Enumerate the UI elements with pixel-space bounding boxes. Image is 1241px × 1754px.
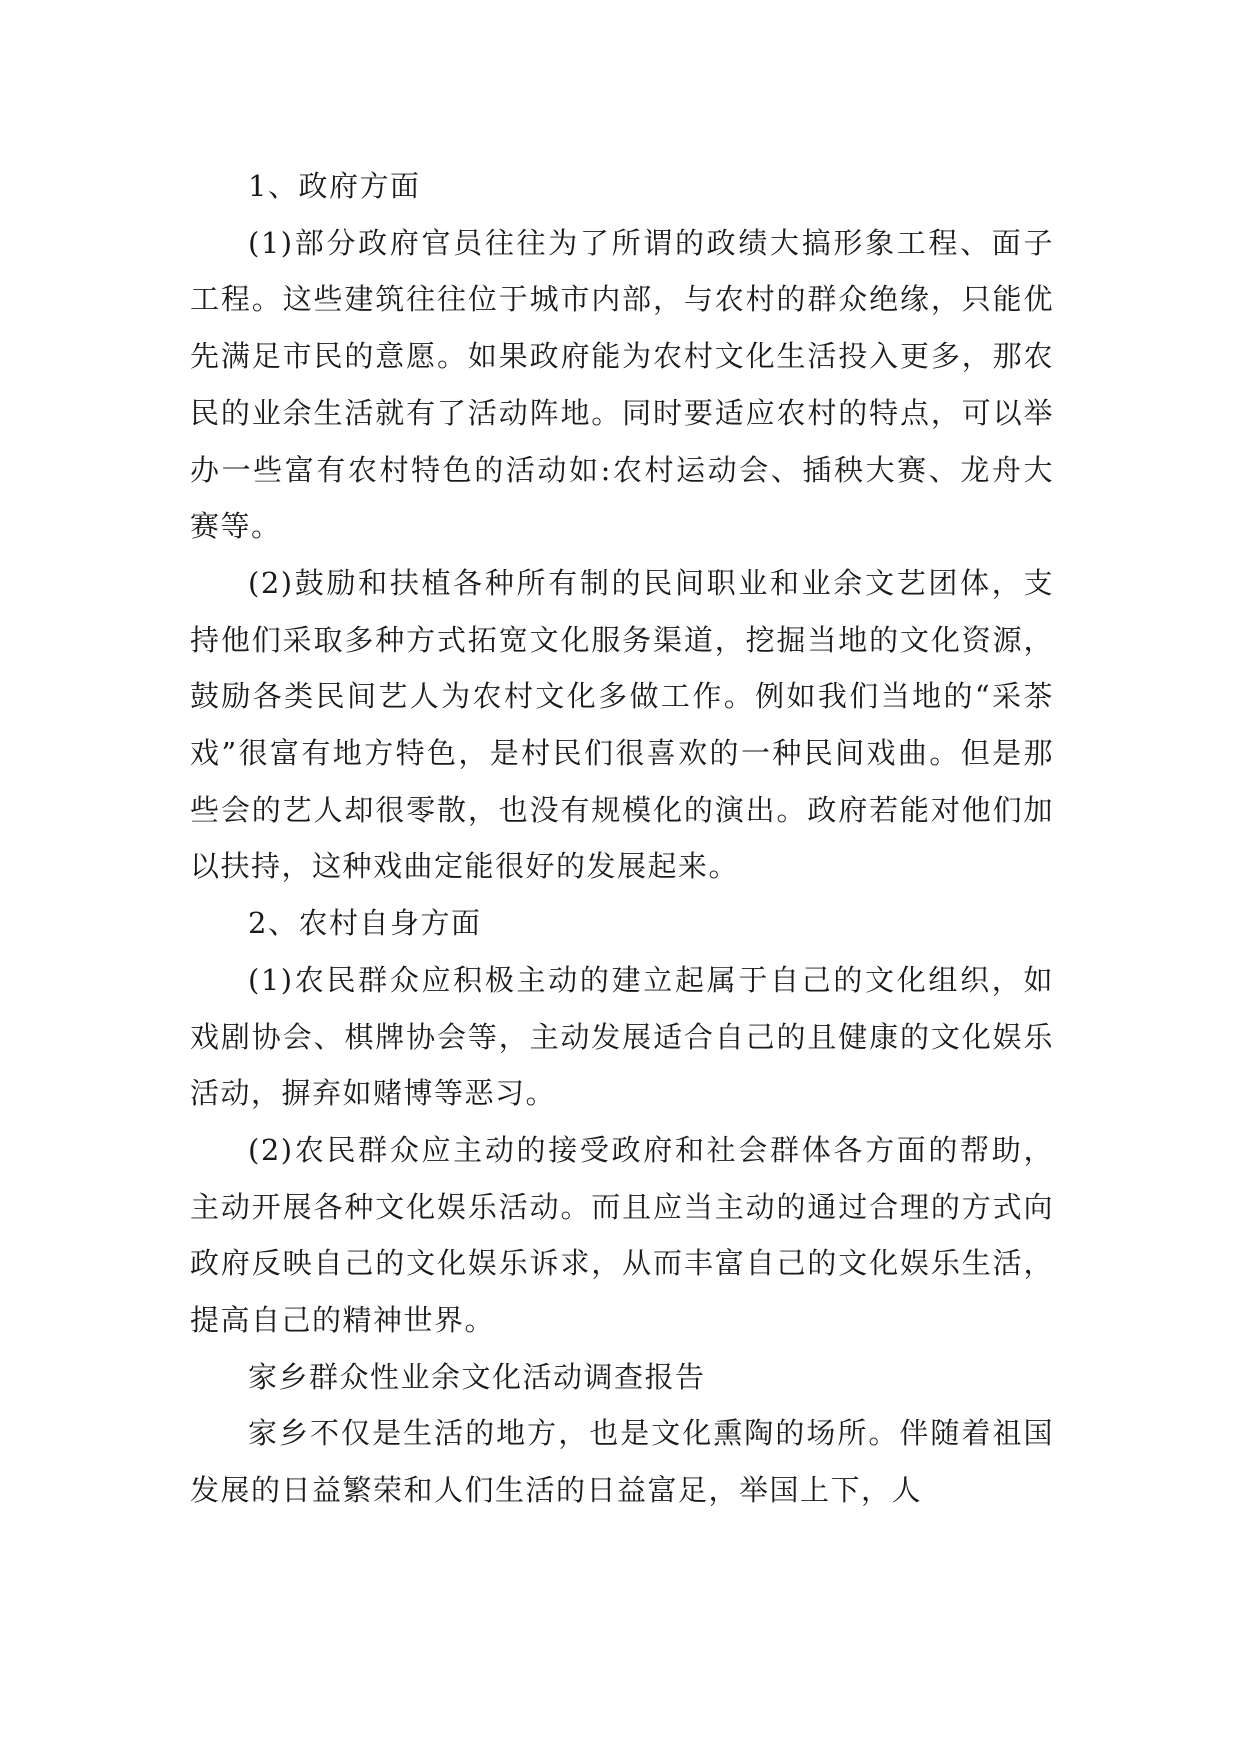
heading-government: 1、政府方面 [248,169,421,203]
paragraph-government-1: (1)部分政府官员往往为了所谓的政绩大搞形象工程、面子工程。这些建筑往往位于城市内部，与农村的群众绝缘，只能优先满足市民的意愿。如果政府能为农村文化生活投入更多，那农民的业余生活就有了活动阵地。同时要适应农村的特点，可以举办一些富有农村特色的活动如:农村运动会、插秧大赛、龙舟大赛等。 [190,225,1054,544]
heading-rural-self: 2、农村自身方面 [248,906,482,941]
paragraph-rural-2: (2)农民群众应主动的接受政府和社会群体各方面的帮助，主动开展各种文化娱乐活动。而且应当主动的通过合理的方式向政府反映自己的文化娱乐诉求，从而丰富自己的文化娱乐生活，提高自己的精神世界。 [190,1132,1054,1338]
paragraph-report-intro: 家乡不仅是生活的地方，也是文化熏陶的场所。伴随着祖国发展的日益繁荣和人们生活的日益富足，举国上下，人 [190,1416,1054,1508]
paragraph-government-2: (2)鼓励和扶植各种所有制的民间职业和业余文艺团体，支持他们采取多种方式拓宽文化服务渠道，挖掘当地的文化资源，鼓励各类民间艺人为农村文化多做工作。例如我们当地的“采茶戏”很富有地方特色，是村民们很喜欢的一种民间戏曲。但是那些会的艺人却很零散，也没有规模化的演出。政府若能对他们加以扶持，这种戏曲定能很好的发展起来。 [190,565,1054,884]
report-title: 家乡群众性业余文化活动调查报告 [248,1359,706,1394]
document-body [190,158,1054,1519]
paragraph-rural-1: (1)农民群众应积极主动的建立起属于自己的文化组织，如戏剧协会、棋牌协会等，主动发展适合自己的且健康的文化娱乐活动，摒弃如赌博等恶习。 [190,962,1054,1111]
